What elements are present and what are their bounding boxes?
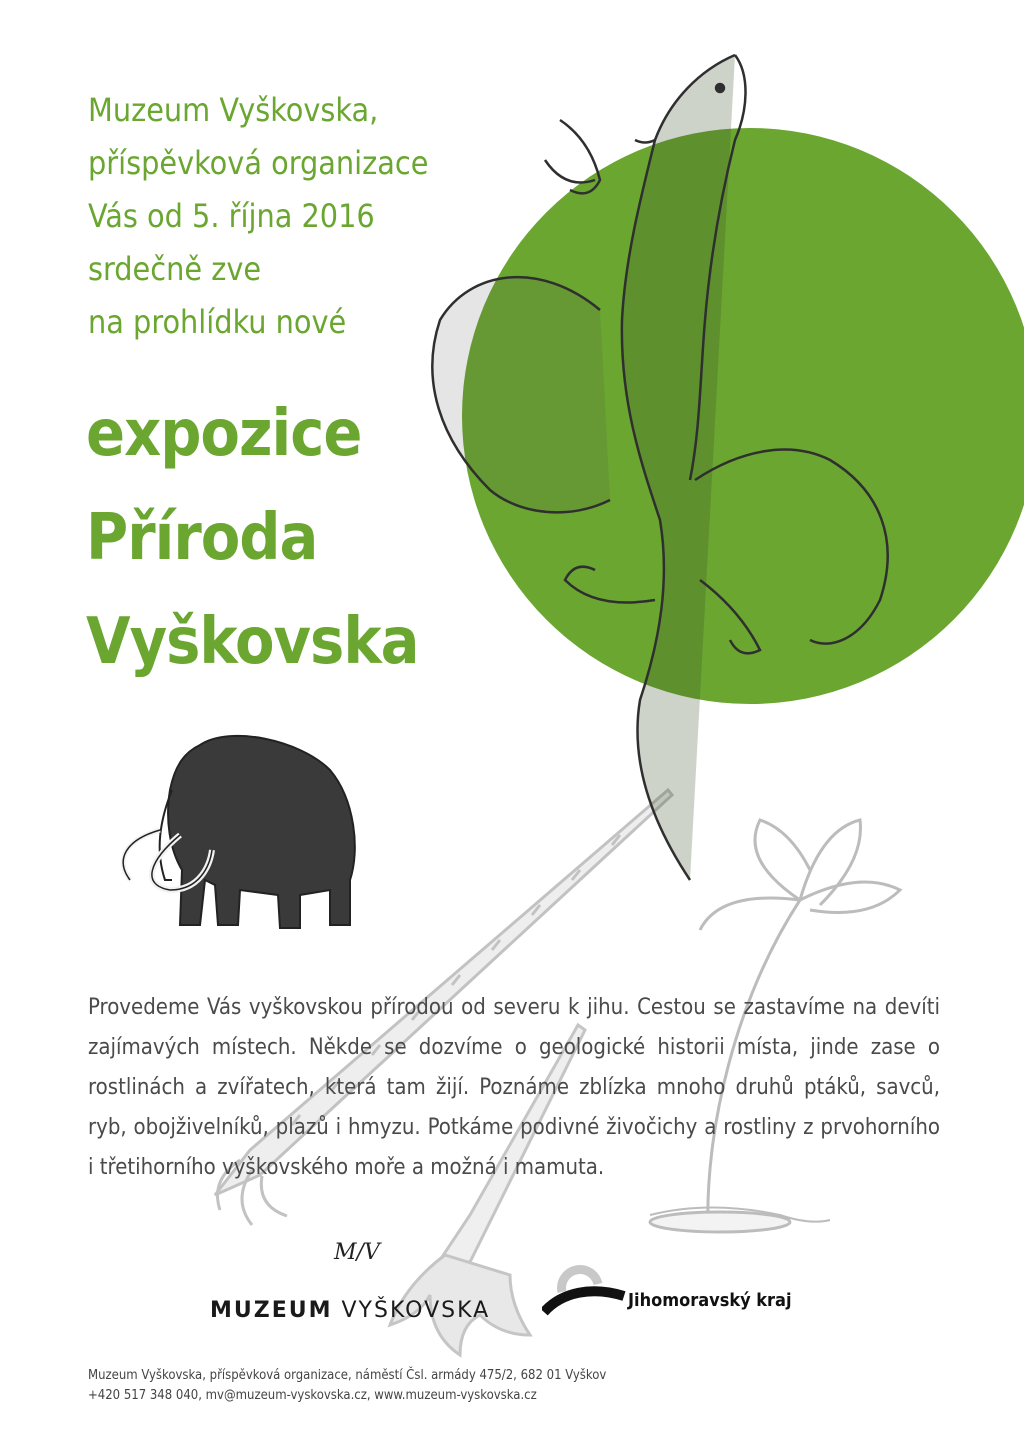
description-paragraph: Provedeme Vás vyškovskou přírodou od severu k jihu. Cestou se zastavíme na devíti zajímavých místech. Někde se dozvíme o geologické historii místa, jinde zase o rostlinách a zvířatech, která tam žijí. Poznáme zblízka mnoho druhů ptáků, savců, ryb, obojživelníků, plazů i hmyzu. Potkáme podivné živočichy a rostliny z prvohorního i třetihorního vyškovského moře a možná i mamuta. [88, 995, 940, 1180]
intro-line-4: srdečně zve [88, 250, 262, 288]
region-logo [542, 1262, 842, 1322]
intro-line-3: Vás od 5. října 2016 [88, 197, 375, 235]
footer-address: Muzeum Vyškovska, příspěvková organizace, náměstí Čsl. armády 475/2, 682 01 Vyškov [88, 1368, 607, 1383]
lizard-illustration [432, 55, 887, 880]
museum-name-light: VYŠKOVSKA [341, 1298, 491, 1323]
museum-name [210, 1298, 490, 1323]
museum-name-bold: MUZEUM [210, 1298, 333, 1323]
exhibition-title [86, 382, 418, 694]
footer-contacts: +420 517 348 040, mv@muzeum-vyskovska.cz, www.muzeum-vyskovska.cz [88, 1388, 537, 1403]
footer-contact [88, 1366, 606, 1406]
invitation-text [88, 84, 428, 349]
intro-line-1: Muzeum Vyškovska, [88, 91, 379, 129]
title-line-1: expozice [86, 397, 362, 471]
museum-logo [210, 1240, 500, 1330]
mammoth-illustration [123, 736, 355, 928]
region-emblem-icon [542, 1262, 626, 1322]
museum-monogram: M/V [334, 1240, 380, 1265]
region-name: Jihomoravský kraj [628, 1290, 792, 1311]
intro-line-2: příspěvková organizace [88, 144, 429, 182]
title-line-2: Příroda [86, 501, 318, 575]
intro-line-5: na prohlídku nové [88, 303, 347, 341]
title-line-3: Vyškovska [86, 605, 419, 679]
